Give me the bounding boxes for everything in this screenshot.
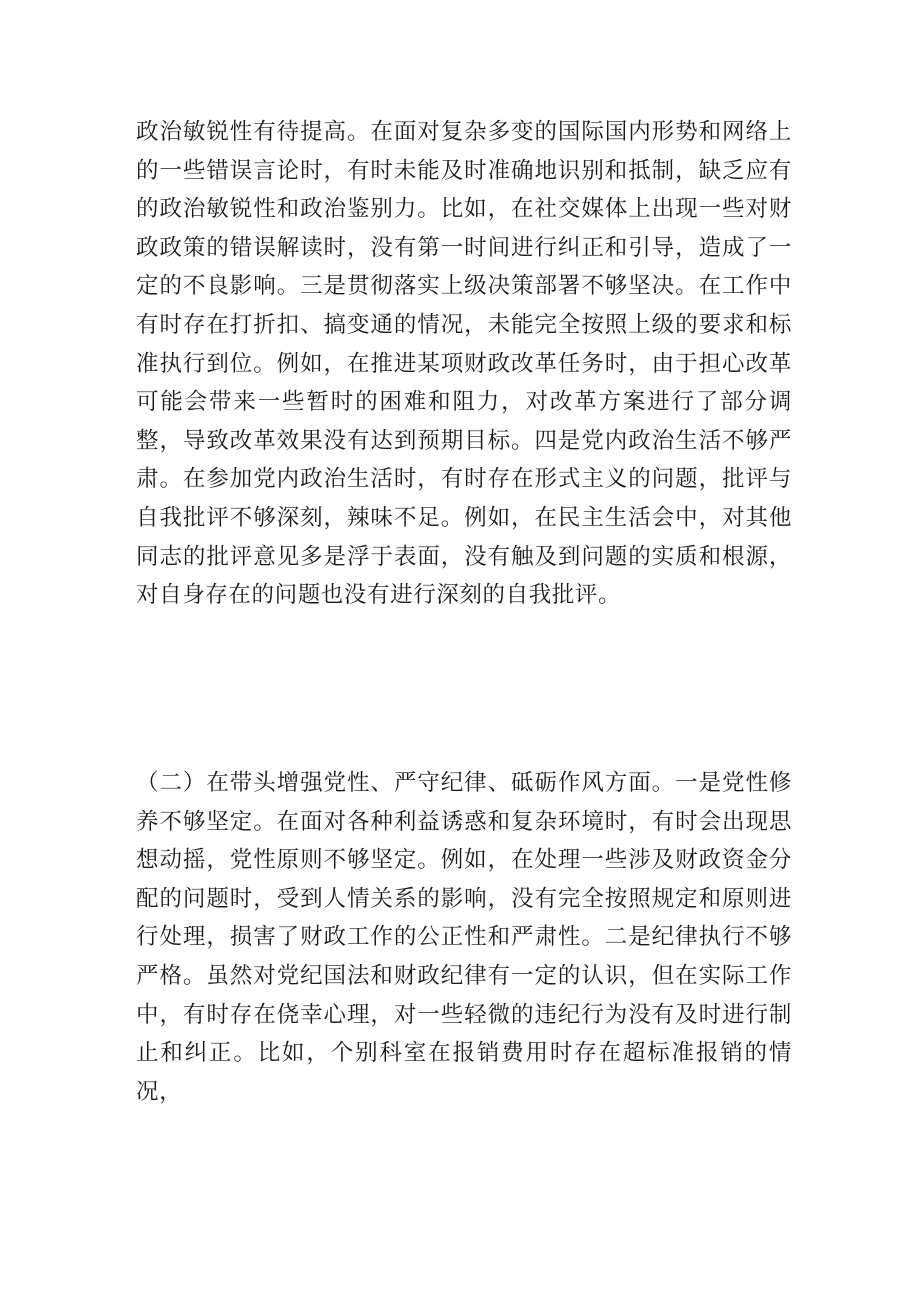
body-paragraph-2: （二）在带头增强党性、严守纪律、砥砺作风方面。一是党性修养不够坚定。在面对各种利益诱惑和复杂环境时，有时会出现思想动摇，党性原则不够坚定。例如，在处理一些涉及财政资金分配的问题时，受到人情关系的影响，没有完全按照规定和原则进行处理，损害了财政工作的公正性和严肃性。二是纪律执行不够严格。虽然对党纪国法和财政纪律有一定的认识，但在实际工作中，有时存在侥幸心理，对一些轻微的违纪行为没有及时进行制止和纠正。比如，个别科室在报销费用时存在超标准报销的情况， [136, 770, 792, 1105]
body-paragraph-1: 政治敏锐性有待提高。在面对复杂多变的国际国内形势和网络上的一些错误言论时，有时未能及时准确地识别和抵制，缺乏应有的政治敏锐性和政治鉴别力。比如，在社交媒体上出现一些对财政政策的错误解读时，没有第一时间进行纠正和引导，造成了一定的不良影响。三是贯彻落实上级决策部署不够坚决。在工作中有时存在打折扣、搞变通的情况，未能完全按照上级的要求和标准执行到位。例如，在推进某项财政改革任务时，由于担心改革可能会带来一些暂时的困难和阻力，对改革方案进行了部分调整，导致改革效果没有达到预期目标。四是党内政治生活不够严肃。在参加党内政治生活时，有时存在形式主义的问题，批评与自我批评不够深刻，辣味不足。例如，在民主生活会中，对其他同志的批评意见多是浮于表面，没有触及到问题的实质和根源，对自身存在的问题也没有进行深刻的自我批评。 [136, 119, 792, 609]
